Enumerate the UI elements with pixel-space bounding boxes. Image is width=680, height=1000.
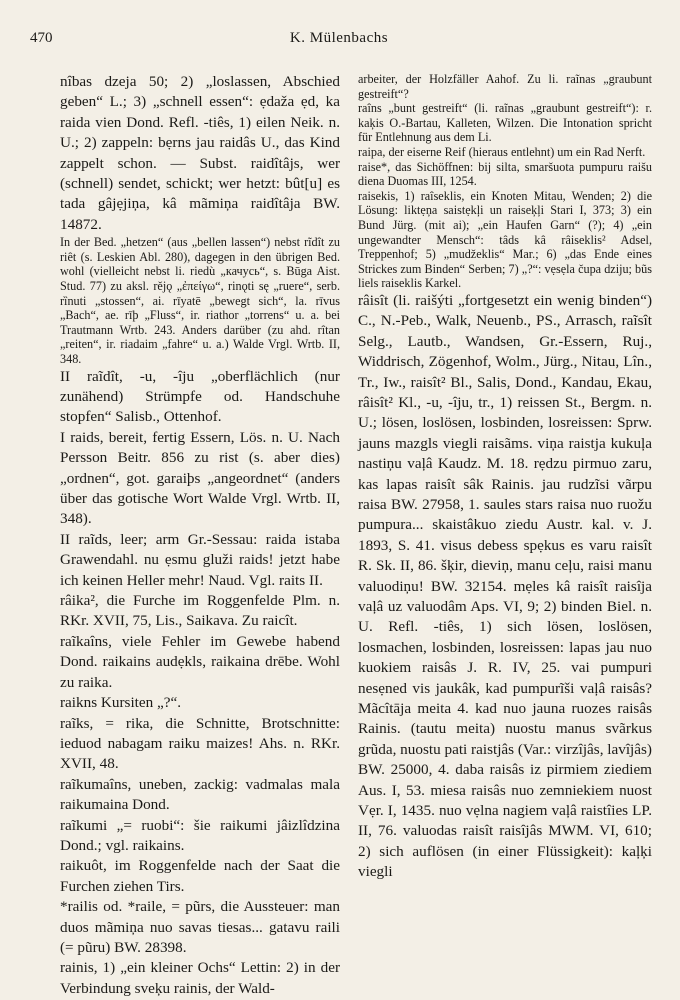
page-header (30, 30, 648, 52)
dictionary-entry: raîns „bunt gestreift“ (li. raĩnas „graubunt gestreift“): r. kaķis O.-Bartau, Kalleten, Wilzen. Die Intonation spricht für Entlehnung aus dem Li. (358, 101, 652, 145)
dictionary-entry: *railis od. *raile, = pũrs, die Aussteuer: man duos mãmiņa nuo savas tiesas... gatavu raili (= pũru) BW. 28398. (60, 898, 340, 956)
dictionary-entry: I raids, bereit, fertig Essern, Lös. n. U. Nach Persson Beitr. 856 zu rist (s. aber dies) „ordnen“, got. garaiþs „angeordnet“ (anders über das gotische Wort Walde Vrgl. Wrtb. II, 348). (60, 428, 340, 528)
dictionary-entry: raipa, der eiserne Reif (hieraus entlehnt) um ein Rad Nerft. (358, 144, 646, 159)
running-head: K. Mülenbachs (289, 30, 389, 46)
dictionary-entry: In der Bed. „hetzen“ (aus „bellen lassen“) nebst rĩdît zu riêt (s. Leskien Abl. 280), dagegen in den übrigen Bed. wohl (vielleicht nebst li. riedù „качусь“, s. Būga Aist. Stud. 77) zu aksl. rějǫ „ἐπείγω“, rinǫti sę „ruere“, serb. rȉnuti „stossen“, ai. rīyatē „bewegt sich“, la. rīvus „Bach“, ae. rīþ „Fluss“, ir. riathor „torrens“ u. a. bei Trautmann Wrtb. 243. Anders darüber (zu ahd. rîtan „reiten“, ir. riadaim „fahre“ u. a.) Walde Vrgl. Wrtb. II, 348. (60, 235, 340, 366)
dictionary-entry: raikns Kursiten „?“. (60, 694, 182, 712)
right-column (358, 72, 652, 883)
page-number: 470 (30, 30, 53, 46)
dictionary-entry: raisekis, 1) raîseklis, ein Knoten Mitau, Wenden; 2) die Lösung: liktẹņa saistẹkļi un raiseķļi Stari I, 373; 3) ein Bund Jürg. (mit ai); „ein Haufen Garn“ (?); 4) „ein ungewandter Mensch“: tâds kâ râiseklis² Adsel, Treppenhof; 5) „mudžeklis“ Mar.; 6) „das Ende eines Strickes zum Binden“ Serben; 7) „?“: vẹsẹla čupa dziju; bũs liels raiseklis Karkel. (358, 188, 652, 291)
dictionary-entry: raikuôt, im Roggenfelde nach der Saat die Furchen ziehen Tirs. (60, 857, 340, 895)
dictionary-entry: râisît (li. raišýti „fortgesetzt ein wenig binden“) C., N.-Peb., Walk, Neuenb., PS., Arrasch, raĩsît Selg., Lautb., Wandsen, Gr.-Essern, Ruj., Widdrisch, Zögenhof, Wolm., Jürg., Nitau, Lîn., Tr., Iw., raisît² Bl., Salis, Dond., Kandau, Ekau, râisît² Kl., -u, -îju, tr., 1) reissen St., Bergm. n. U.; lösen, loslösen, losbinden, losreissen: Sprw. jauns mazgls viegli raisãms. viņa raistja kukuļa nastiņu vaļâ Kaudz. M. 18. rẹdzu pirmuo zaru, kas lapas raisît sâk Rainis. jau rudzĩsi vãrpu raisa BW. 27958, 1. saules stars raisa nuo ruožu pumpura... skaistâkuo ziedu Austr. kal. v. J. 1893, S. 41. visus debess spẹkus es varu raisît R. Sk. II, 86. šķir, dieviņ, manu ceļu, raisi manu valuodiņu! BW. 32154. mẹles kâ raisît raisîja vaļâ uz valuodâm Aps. VI, 9; 2) binden Biel. n. U. Refl. -tiês, 1) sich lösen, loslösen, losmachen, losbinden, losreissen: lapas jau nuo kuokiem raisâs J. R. IV, 25. vai pumpuri nesẹned vis jaukâk, kad pumpurĩši vaļâ raisâs? Mãcîtāja meita 4. kad nuo jauna ruozes raisâs Rainis. (tautu meita) nuostu manus svãrkus grũda, nuostu pati raistjâs (Var.: virzîjâs, lavîjâs) BW. 25000, 4. daba raisâs iz pirmiem ziediem Aus. I, 53. miesa raisâs nuo zemniekiem nuost Vẹr. I, 1435. nuo vẹlna nagiem vaļâ raistîies LP. II, 76. valuodas raisît raisîjâs MWM. VI, 610; 2) sich auflösen (in einer Flüssigkeit): kaļķi viegli (358, 291, 652, 881)
dictionary-entry: raĩkaîns, viele Fehler im Gewebe habend Dond. raikains audẹkls, raikaina drēbe. Wohl zu raika. (60, 632, 340, 691)
dictionary-entry: nîbas dzeja 50; 2) „loslassen, Abschied geben“ L.; 3) „schnell essen“: ẹdaža ẹd, ka raida vien Dond. Refl. -tiês, 1) eilen Neik. n. U.; 2) zappeln: bẹrns jau raidâs U., das Kind zappelt schon. — Subst. raidîtâjs, wer (schnell) sendet, schickt; wer hetzt: bût[u] es tada gâjẹjiņa, kâ mãmiņa raidîtâja BW. 14872. (60, 73, 340, 233)
dictionary-entry: raise*, das Sichöffnen: bij silta, smaršuota pumpuru raišu diena Duomas III, 1254. (358, 159, 652, 189)
dictionary-entry: raĩkumaîns, uneben, zackig: vadmalas mala raikumaina Dond. (60, 775, 340, 814)
left-column (60, 72, 340, 999)
dictionary-entry: rainis, 1) „ein kleiner Ochs“ Lettin: 2) in der Verbindung sveķu rainis, der Wald- (60, 959, 340, 997)
dictionary-entry: II raĩdît, -u, -îju „oberflächlich (nur zunähend) Strümpfe od. Handschuhe stopfen“ Salisb., Ottenhof. (60, 367, 340, 426)
dictionary-entry: arbeiter, der Holzfäller Aahof. Zu li. raĩnas „graubunt gestreift“? (358, 72, 652, 101)
dictionary-entry: raĩks, = rika, die Schnitte, Brotschnitte: ieduod nabagam raiku maizes! Ahs. n. RKr. XVII, 48. (60, 714, 340, 773)
dictionary-entry: II raĩds, leer; arm Gr.-Sessau: raida istaba Grawendahl. nu ẹsmu gluži raids! jetzt habe ich keinen Heller mehr! Naud. Vgl. raits II. (60, 530, 340, 589)
dictionary-entry: râika², die Furche im Roggenfelde Plm. n. RKr. XVII, 75, Lis., Saikava. Zu raicît. (60, 592, 340, 630)
dictionary-entry: raĩkumi „= ruobi“: šie raikumi jâizlîdzina Dond.; vgl. raikains. (60, 816, 340, 854)
